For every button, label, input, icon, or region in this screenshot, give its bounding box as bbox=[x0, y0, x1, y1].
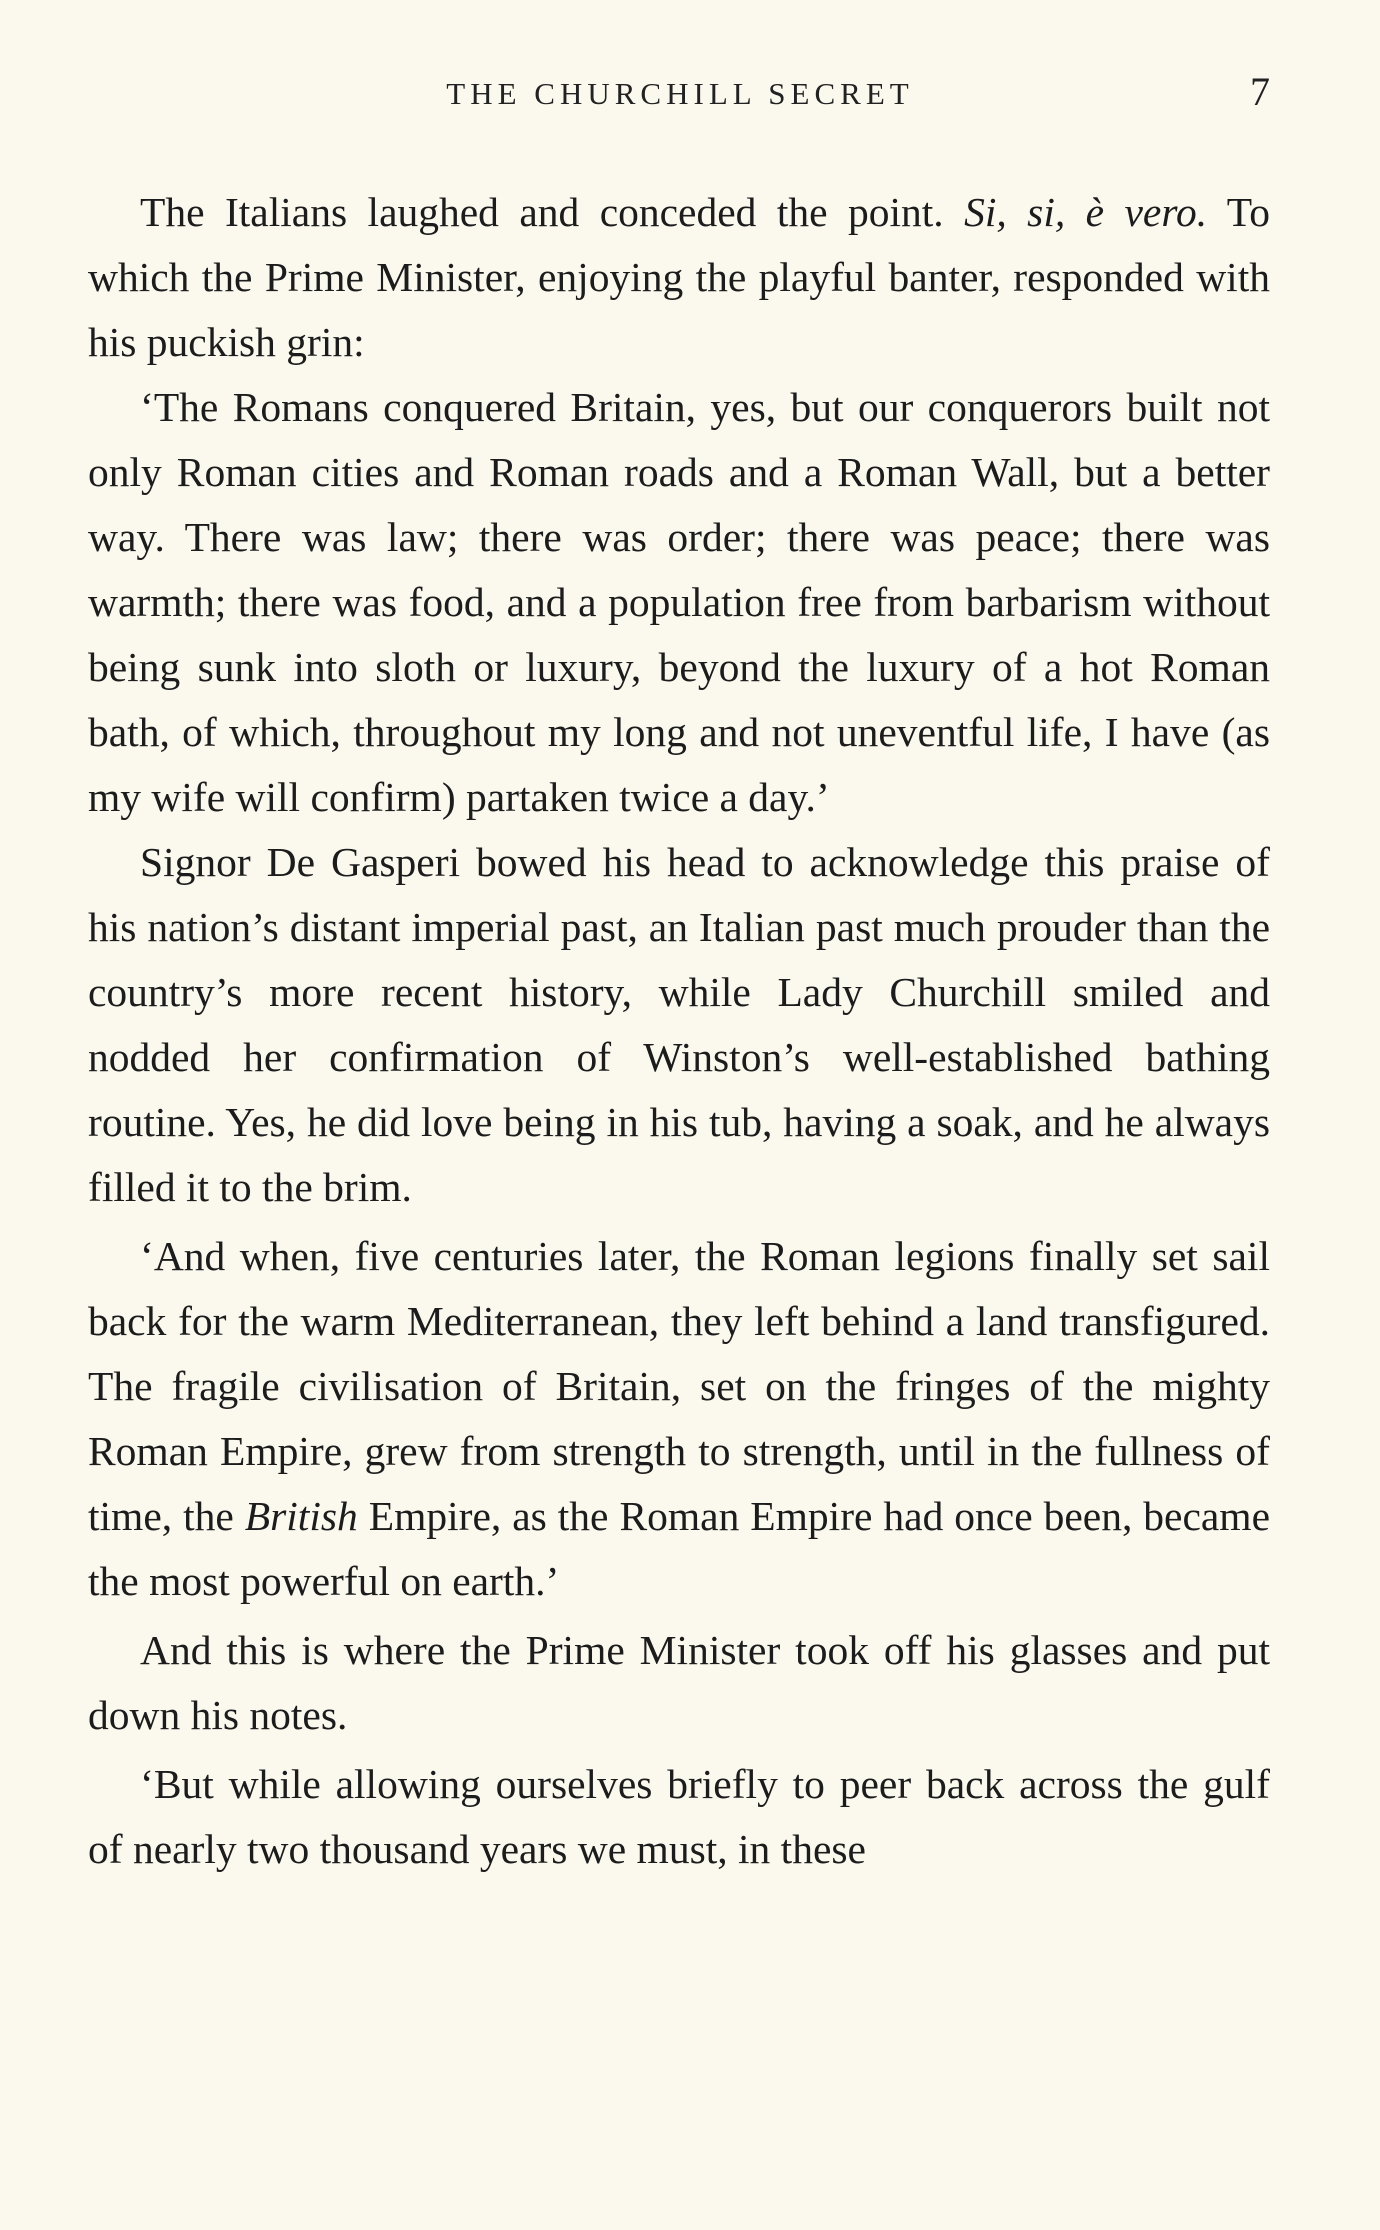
body-text bbox=[88, 180, 1270, 1882]
paragraph-1-italic-phrase: Si, si, è vero. bbox=[964, 189, 1208, 235]
paragraph-1 bbox=[88, 180, 1270, 375]
paragraph-6: ‘But while allowing ourselves briefly to peer back across the gulf of nearly two thousand years we must, in these bbox=[88, 1761, 1270, 1872]
paragraph-4-italic-word: British bbox=[244, 1493, 358, 1539]
running-head bbox=[90, 68, 1270, 118]
paragraph-2: ‘The Romans conquered Britain, yes, but our conquerors built not only Roman cities and Roman roads and a Roman Wall, but a better way. There was law; there was order; there was peace; there was warmth; there was food, and a population free from barbarism without being sunk into sloth or luxury, beyond the luxury of a hot Roman bath, of which, throughout my long and not uneventful life, I have (as my wife will confirm) partaken twice a day.’ bbox=[88, 384, 1270, 820]
page-number: 7 bbox=[1250, 69, 1270, 114]
paragraph-4 bbox=[88, 1224, 1270, 1614]
paragraph-1-text-a: The Italians laughed and conceded the point. bbox=[140, 189, 965, 235]
paragraph-1-text-b: To which the Prime Minister, enjoying the playful banter, responded with his puckish grin: bbox=[88, 189, 1270, 365]
paragraph-3: Signor De Gasperi bowed his head to acknowledge this praise of his nation’s distant imperial past, an Italian past much prouder than the country’s more recent history, while Lady Churchill smiled and nodded her confirmation of Winston’s well-established bathing routine. Yes, he did love being in his tub, having a soak, and he always filled it to the brim. bbox=[88, 839, 1270, 1210]
paragraph-4-text-b: Empire, as the Roman Empire had once been, became the most powerful on earth.’ bbox=[88, 1493, 1270, 1604]
paragraph-5: And this is where the Prime Minister took off his glasses and put down his notes. bbox=[88, 1627, 1270, 1738]
paragraph-4-text-a: ‘And when, five centuries later, the Roman legions finally set sail back for the warm Mediterranean, they left behind a land transfigured. The fragile civilisation of Britain, set on the fringes of the mighty Roman Empire, grew from strength to strength, until in the fullness of time, the bbox=[88, 1233, 1270, 1539]
running-title: THE CHURCHILL SECRET bbox=[446, 76, 914, 111]
